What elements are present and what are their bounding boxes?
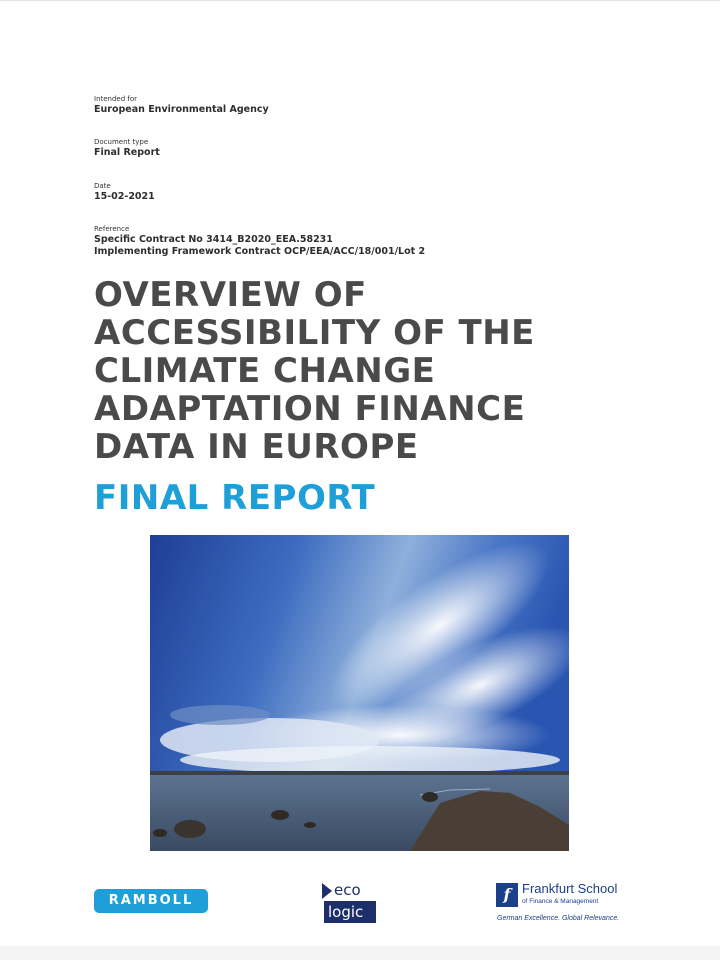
intended-for-label: Intended for [94, 95, 138, 103]
reference-line-2: Implementing Framework Contract OCP/EEA/ACC/18/001/Lot 2 [94, 246, 426, 257]
ecologic-logo-box [324, 901, 376, 923]
document-type-value: Final Report [94, 147, 160, 158]
ecologic-arrow-icon [322, 883, 332, 899]
title-line-2: ACCESSIBILITY OF THE [94, 313, 535, 353]
title-line-1: OVERVIEW OF [94, 275, 367, 315]
document-type-label: Document type [94, 138, 149, 146]
ecologic-logo-bottom: logic [328, 903, 364, 921]
report-subtitle: FINAL REPORT [94, 478, 376, 518]
ramboll-logo-text: RAMBOLL [108, 893, 194, 908]
intended-for-block [94, 95, 269, 116]
reference-line-1: Specific Contract No 3414_B2020_EEA.58231 [94, 234, 333, 245]
ramboll-logo [94, 889, 208, 913]
frankfurt-school-subname: of Finance & Management [522, 898, 599, 905]
cover-photo [150, 535, 569, 851]
date-label: Date [94, 182, 111, 190]
title-line-4: ADAPTATION FINANCE [94, 389, 526, 429]
document-type-block [94, 138, 160, 159]
frankfurt-school-tagline: German Excellence. Global Relevance. [497, 915, 620, 922]
title-line-5: DATA IN EUROPE [94, 427, 419, 467]
ecologic-logo [322, 881, 382, 929]
report-title [94, 276, 654, 466]
frankfurt-school-name: Frankfurt School [522, 881, 618, 896]
date-value: 15-02-2021 [94, 191, 155, 202]
date-block [94, 182, 155, 203]
reference-label: Reference [94, 225, 130, 233]
frankfurt-school-logo [496, 881, 636, 929]
ecologic-logo-top: eco [334, 881, 361, 899]
frankfurt-school-mark-icon: f [496, 883, 518, 907]
title-line-3: CLIMATE CHANGE [94, 351, 436, 391]
reference-block [94, 225, 425, 258]
intended-for-value: European Environmental Agency [94, 104, 269, 115]
